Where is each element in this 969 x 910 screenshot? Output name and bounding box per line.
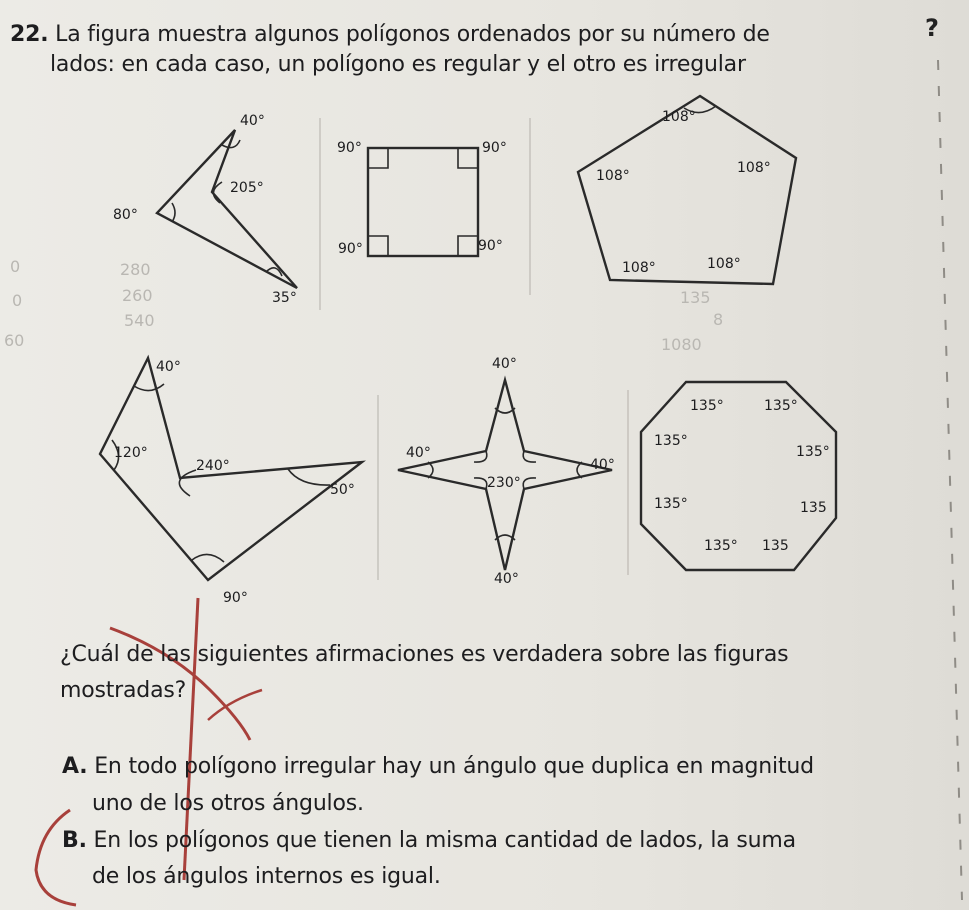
pencil-note: 135 (680, 288, 711, 307)
angle-label: 135° (690, 398, 724, 414)
angle-label: 135 (762, 538, 789, 554)
pencil-note: 280 (120, 260, 151, 279)
option-a-text-2: uno de los otros ángulos. (92, 791, 364, 816)
prompt-line-2: mostradas? (60, 678, 187, 703)
pencil-note: 260 (122, 286, 153, 305)
pencil-note: 0 (10, 257, 21, 276)
angle-label: 135° (704, 538, 738, 554)
question-line-2: lados: en cada caso, un polígono es regular y el otro es irregular (50, 52, 746, 77)
star-figure (398, 356, 615, 587)
angle-label: 40° (590, 457, 615, 473)
angle-label: 90° (482, 140, 507, 156)
option-b-text-1: En los polígonos que tienen la misma cantidad de lados, la suma (93, 828, 796, 853)
angle-label: 40° (240, 113, 265, 129)
angle-label: 135° (764, 398, 798, 414)
angle-label: 90° (478, 238, 503, 254)
prompt-line-1: ¿Cuál de las siguientes afirmaciones es verdadera sobre las figuras (60, 642, 789, 667)
angle-label: 108° (737, 160, 771, 176)
angle-label: 50° (330, 482, 355, 498)
angle-label: 108° (707, 256, 741, 272)
angle-label: 135° (654, 433, 688, 449)
angle-label: 135° (796, 444, 830, 460)
angle-label: 108° (596, 168, 630, 184)
angle-label: 40° (492, 356, 517, 372)
option-b-letter: B. (62, 828, 87, 853)
irregular-pentagon-figure (100, 358, 362, 606)
angle-label: 230° (487, 475, 521, 491)
angle-label: 240° (196, 458, 230, 474)
pencil-note: 60 (4, 331, 25, 350)
angle-label: 108° (662, 109, 696, 125)
option-b-text-2: de los ángulos internos es igual. (92, 864, 441, 889)
angle-label: 40° (494, 571, 519, 587)
margin-dashed-line (938, 60, 962, 900)
angle-label: 90° (338, 241, 363, 257)
octagon-figure (641, 382, 836, 570)
option-b[interactable] (62, 826, 796, 856)
angle-label: 205° (230, 180, 264, 196)
angle-label: 120° (114, 445, 148, 461)
option-a-letter: A. (62, 754, 88, 779)
pencil-notes (4, 257, 723, 354)
pencil-note: 540 (124, 311, 155, 330)
angle-label: 40° (406, 445, 431, 461)
angle-label: 90° (223, 590, 248, 606)
option-a[interactable] (62, 752, 814, 782)
square-figure (337, 140, 507, 257)
pencil-note: 0 (12, 291, 23, 310)
pencil-note: 1080 (661, 335, 702, 354)
question-text-1: La figura muestra algunos polígonos ordenados por su número de (55, 22, 770, 47)
question-number: 22. (10, 22, 49, 47)
margin-question-mark: ? (925, 14, 939, 42)
pencil-note: 8 (713, 310, 724, 329)
angle-label: 40° (156, 359, 181, 375)
angle-label: 108° (622, 260, 656, 276)
option-a-text-1: En todo polígono irregular hay un ángulo que duplica en magnitud (94, 754, 814, 779)
angle-label: 90° (337, 140, 362, 156)
pentagon-figure (578, 96, 796, 284)
angle-label: 135 (800, 500, 827, 516)
angle-label: 35° (272, 290, 297, 306)
angle-label: 135° (654, 496, 688, 512)
angle-label: 80° (113, 207, 138, 223)
